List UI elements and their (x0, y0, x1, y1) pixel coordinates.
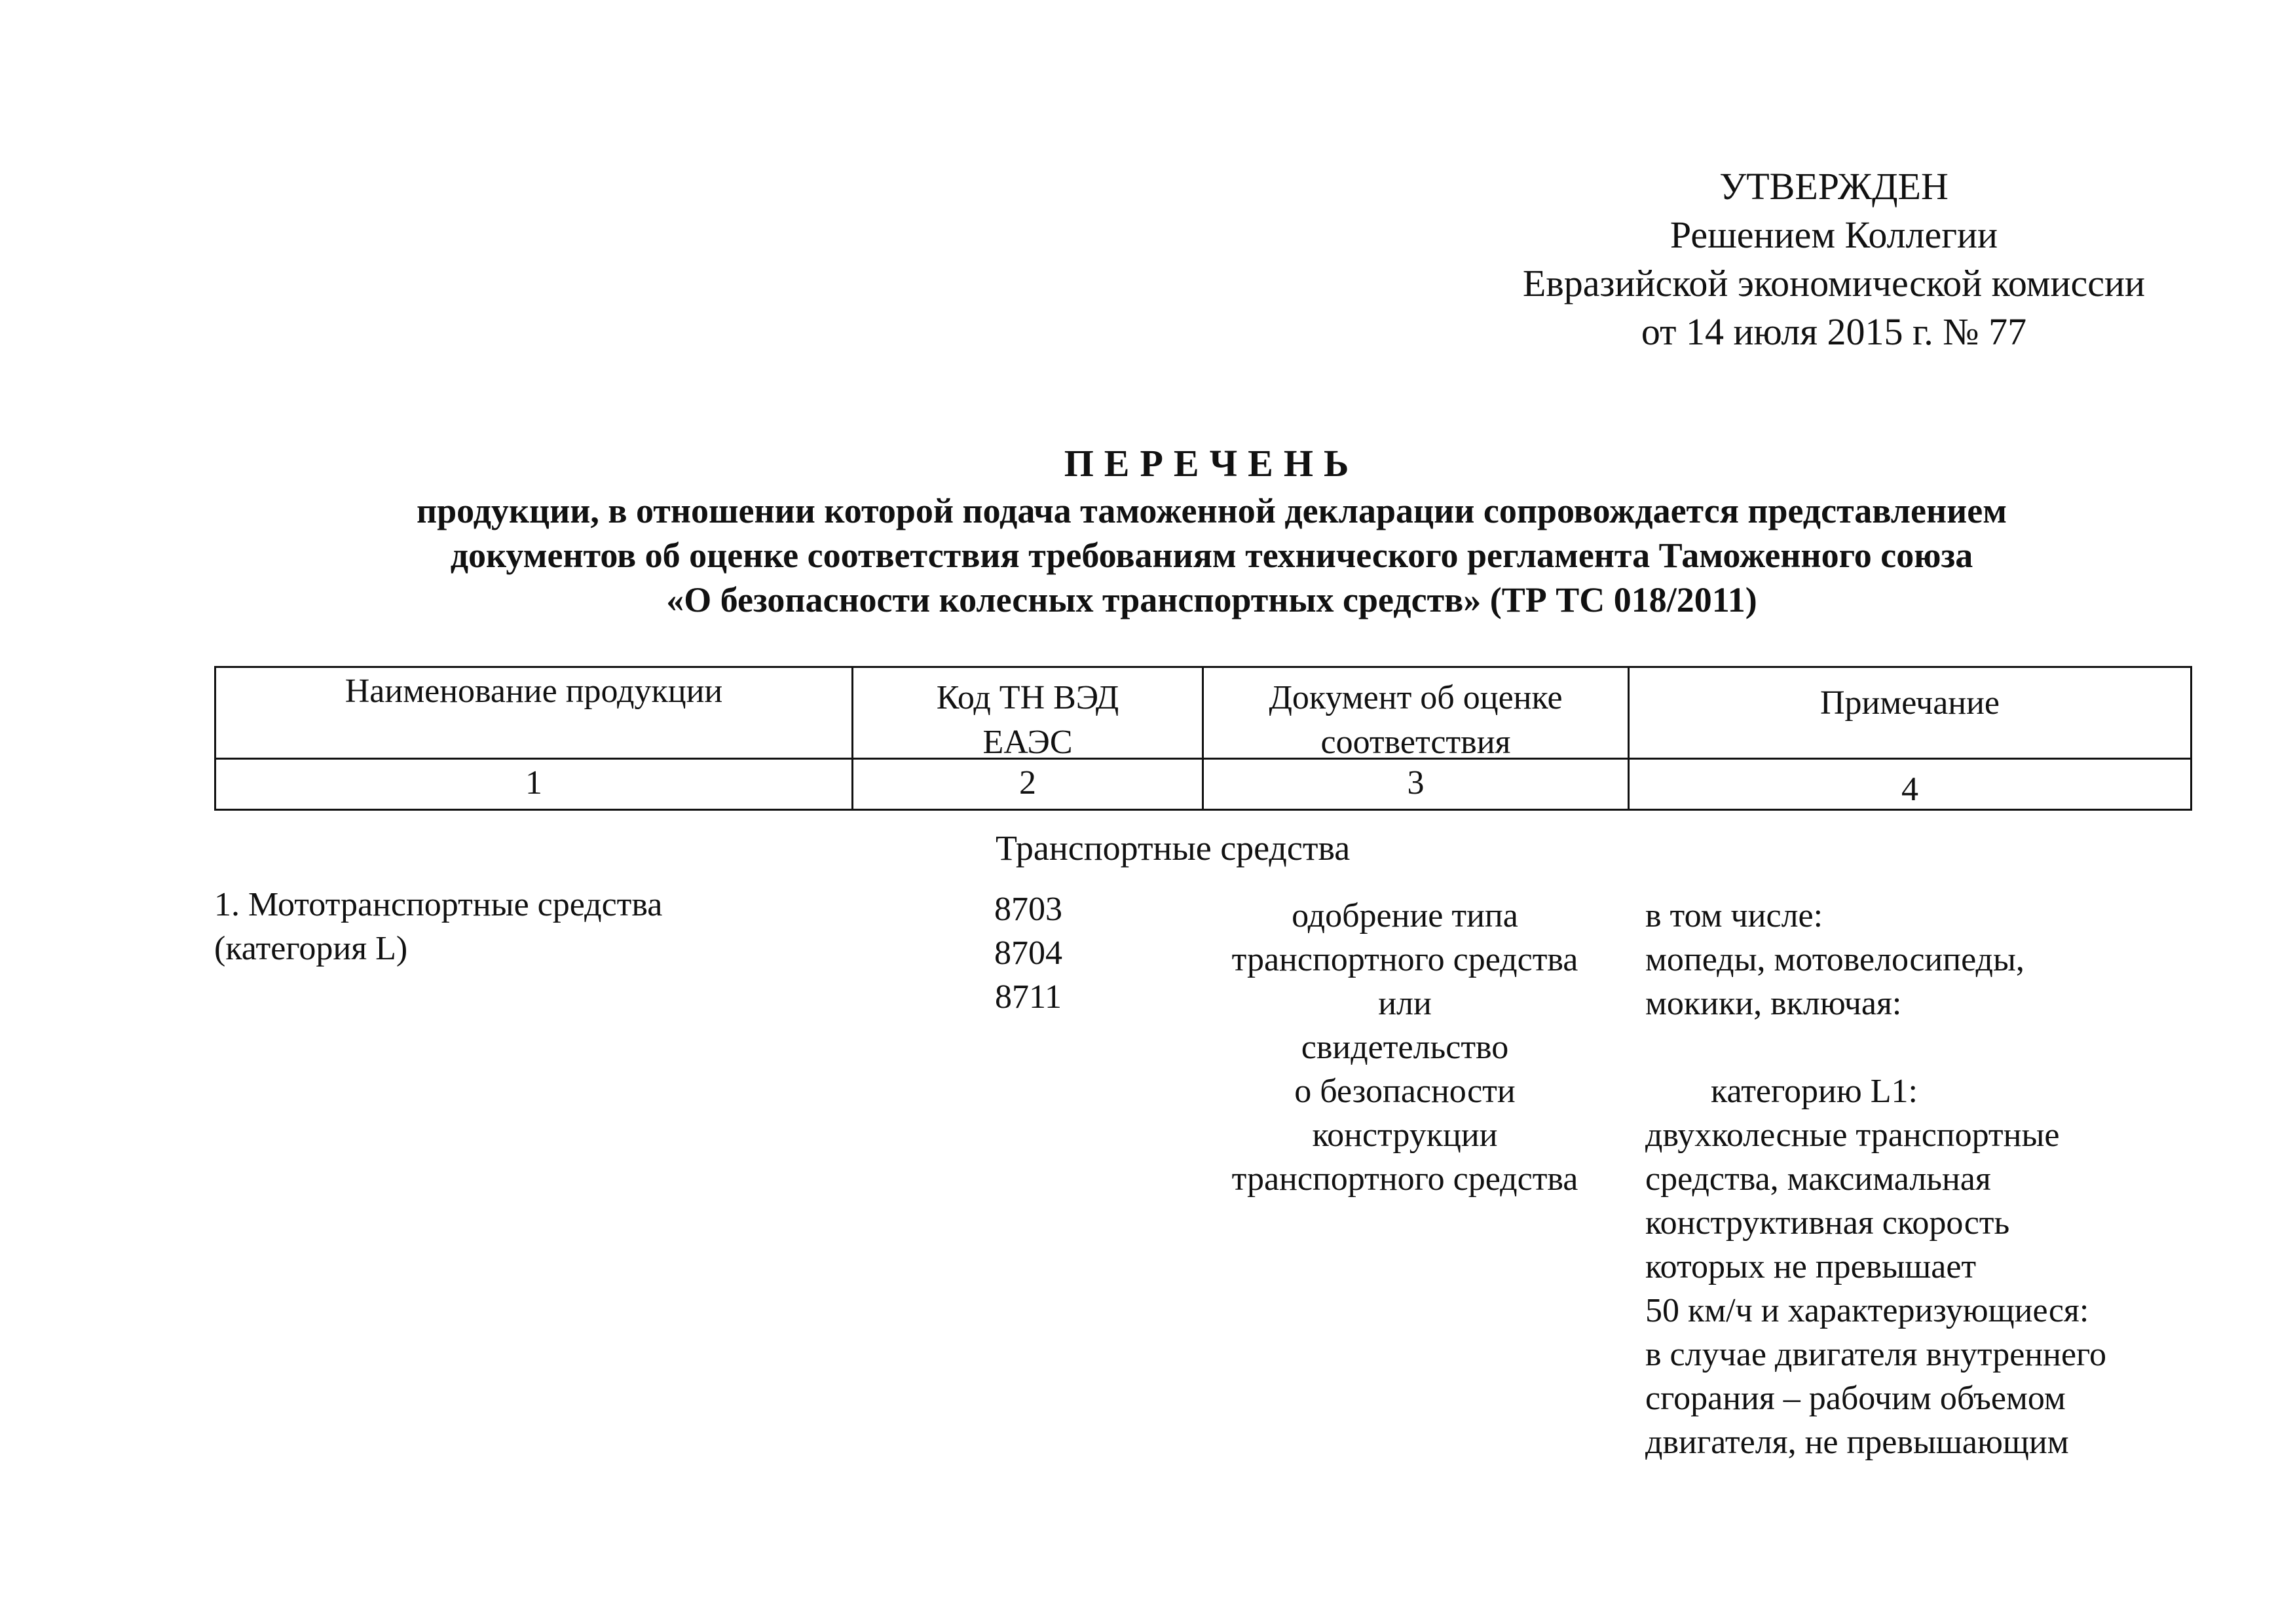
header-conformity-document: Документ об оценке соответствия (1269, 679, 1563, 761)
subtitle-line-2: документов об оценке соответствия требованиям технического регламента Таможенного союза (450, 536, 1973, 575)
header-hs-code: Код ТН ВЭД ЕАЭС (936, 679, 1119, 761)
document-title-block (131, 439, 2292, 622)
document-subtitle (131, 489, 2292, 622)
row1-hs-codes (953, 887, 1104, 1019)
column-number-3: 3 (1407, 764, 1425, 802)
row1-note: в том числе: мопеды, мотовелосипеды, мокики, включая: категорию L1: двухколесные транспортные средства, максимальная конструктивная скорость которых не превышает 50 км/ч и характеризующиеся: в случае двигателя внутреннего сгорания – рабочим объемом двигателя, не превышающим (1645, 897, 2107, 1461)
subtitle-line-3: «О безопасности колесных транспортных средств» (ТР ТС 018/2011) (666, 580, 1757, 619)
section-title: Транспортные средства (996, 828, 1351, 868)
approval-block (1441, 162, 2227, 356)
subtitle-line-1: продукции, в отношении которой подача таможенной декларации сопровождается представлением (417, 491, 2007, 530)
column-number-1: 1 (525, 764, 542, 802)
approval-date: от 14 июля 2015 г. № 77 (1641, 310, 2027, 353)
column-number-2: 2 (1019, 764, 1036, 802)
row1-conformity-document: одобрение типа транспортного средства или свидетельство о безопасности конструкции транспортного средства (1231, 897, 1578, 1198)
document-title: ПЕРЕЧЕНЬ (1064, 442, 1360, 485)
approval-organization: Евразийской экономической комиссии (1522, 262, 2146, 304)
hs-code: 8711 (994, 978, 1062, 1016)
approval-authority: Решением Коллегии (1670, 213, 1998, 256)
header-product-name: Наименование продукции (345, 673, 723, 710)
column-number-4: 4 (1901, 771, 1918, 808)
row1-product-name: 1. Мототранспортные средства (категория L) (214, 886, 663, 967)
note-category-l1: категорию L1: (1711, 1073, 1918, 1110)
table-right-border (2190, 666, 2192, 811)
header-note: Примечание (1819, 684, 2000, 722)
hs-code: 8704 (994, 934, 1062, 972)
approval-status: УТВЕРЖДЕН (1719, 165, 1949, 208)
hs-code: 8703 (994, 891, 1062, 928)
